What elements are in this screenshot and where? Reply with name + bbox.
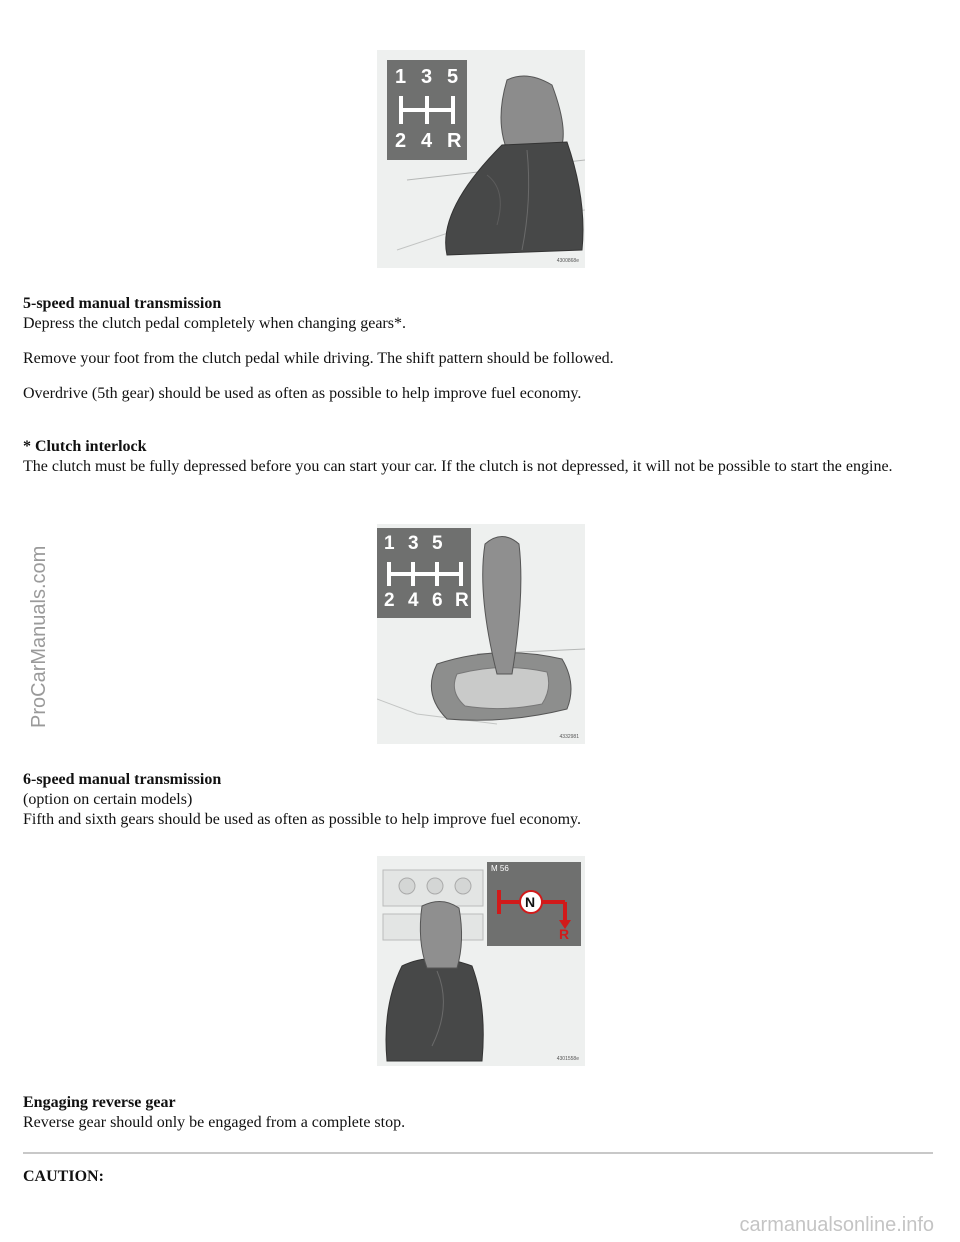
clutch-interlock-section [23, 437, 923, 477]
gear-label: 4 [408, 590, 419, 611]
paragraph: The clutch must be fully depressed before you can start your car. If the clutch is not depressed, it will not be possible to start the engine. [23, 458, 893, 475]
reverse-gear-figure [377, 856, 585, 1066]
gear-label: 5 [447, 66, 459, 88]
paragraph: Remove your foot from the clutch pedal while driving. The shift pattern should be followed. [23, 350, 614, 367]
gear-label: 4 [421, 130, 433, 152]
gear-label: 5 [432, 533, 443, 554]
section-heading: Engaging reverse gear [23, 1094, 176, 1111]
six-speed-lever-figure [377, 524, 585, 744]
gear-label: 1 [395, 66, 407, 88]
gear-label: 6 [432, 590, 443, 611]
gear-label: R [455, 590, 469, 611]
section-heading: 6-speed manual transmission [23, 771, 222, 788]
figure-code: 4300868e [556, 258, 579, 264]
figure-code: 4332981 [559, 734, 579, 740]
section-heading: 5-speed manual transmission [23, 295, 222, 312]
side-watermark: ProCarManuals.com [28, 545, 50, 728]
section-heading: * Clutch interlock [23, 438, 147, 455]
gear-label: 3 [408, 533, 419, 554]
gear-label: 2 [384, 590, 395, 611]
paragraph: (option on certain models) [23, 791, 193, 808]
model-label: M 56 [491, 864, 509, 873]
figure-code: 4301558e [556, 1056, 579, 1062]
gear-label: R [447, 130, 462, 152]
bottom-watermark: carmanualsonline.info [739, 1214, 934, 1236]
paragraph: Fifth and sixth gears should be used as often as possible to help improve fuel economy. [23, 811, 581, 828]
reverse-label: R [559, 926, 570, 942]
gear-label: 2 [395, 130, 407, 152]
section-divider [23, 1152, 933, 1154]
six-speed-section [23, 770, 923, 830]
paragraph: Reverse gear should only be engaged from a complete stop. [23, 1114, 406, 1131]
caution-heading: CAUTION: [23, 1168, 104, 1185]
neutral-label: N [525, 894, 536, 910]
caution-section [23, 1167, 923, 1187]
reverse-gear-section [23, 1093, 923, 1133]
paragraph: Depress the clutch pedal completely when changing gears*. [23, 315, 406, 332]
gear-label: 3 [421, 66, 433, 88]
five-speed-lever-figure [377, 50, 585, 268]
five-speed-section [23, 294, 923, 404]
paragraph: Overdrive (5th gear) should be used as often as possible to help improve fuel economy. [23, 385, 582, 402]
gear-label: 1 [384, 533, 395, 554]
